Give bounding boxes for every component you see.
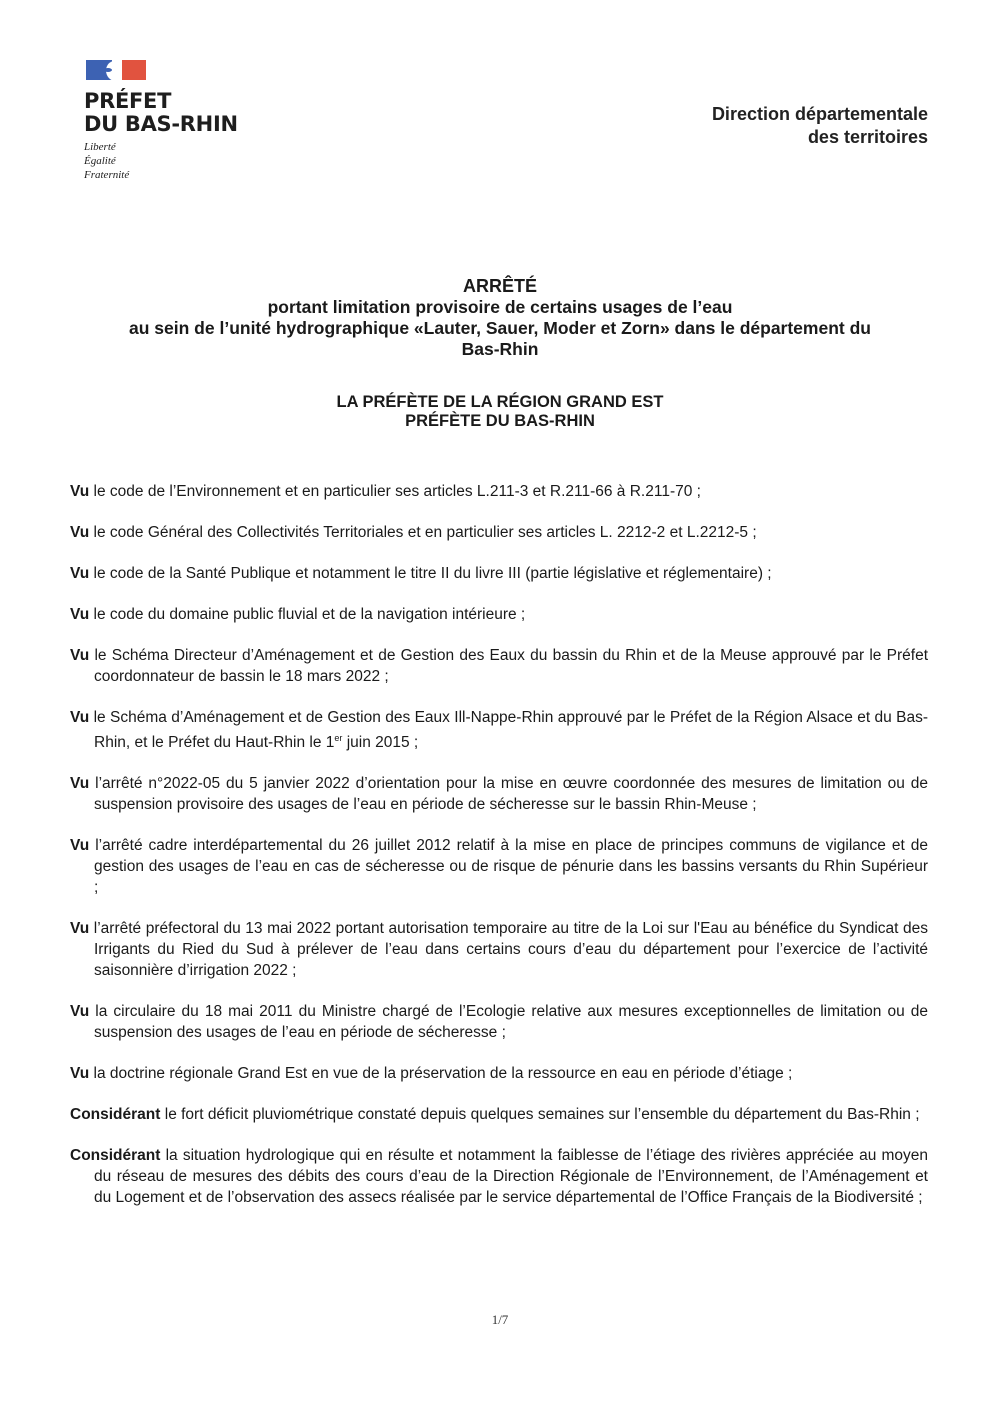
clause-text: l’arrêté n°2022-05 du 5 janvier 2022 d’orientation pour la mise en œuvre coordonnée des mesures de limitation ou de suspension provisoire des usages de l’eau en période de sécheresse sur le bassin Rhin-Meuse ; — [89, 775, 928, 814]
clause-text: le fort déficit pluviométrique constaté depuis quelques semaines sur l’ensemble du département du Bas-Rhin ; — [160, 1106, 920, 1124]
motto-liberte: Liberté — [84, 141, 116, 153]
clause-text: l’arrêté préfectoral du 13 mai 2022 portant autorisation temporaire au titre de la Loi sur l'Eau au bénéfice du Syndicat des Irrigants du Ried du Sud à prélever de l’eau dans certains cours d’eau du département pour l’exercice de l’activité saisonnière d’irrigation 2022 ; — [89, 920, 928, 980]
clause-lead: Vu — [70, 606, 90, 623]
title-heading: ARRÊTÉ — [462, 276, 537, 296]
clause-lead: Vu — [70, 524, 90, 541]
republic-motto — [84, 140, 238, 182]
marianne-flag-icon — [84, 60, 146, 82]
vu-clause — [70, 835, 928, 898]
clause-lead: Vu — [70, 1065, 90, 1083]
motto-egalite: Égalité — [84, 155, 116, 167]
vu-clause — [70, 918, 928, 981]
document-title — [60, 276, 940, 360]
authority-line-2: DU BAS-RHIN — [84, 112, 238, 136]
clause-lead: Vu — [70, 920, 90, 938]
title-line-1: portant limitation provisoire de certains usages de l’eau — [267, 297, 733, 317]
clause-text: le code de la Santé Publique et notamment le titre II du livre III (partie législative et réglementaire) ; — [89, 565, 772, 582]
clause-lead: Vu — [70, 565, 90, 582]
clause-lead: Vu — [70, 483, 90, 500]
department-header — [712, 103, 928, 149]
vu-clause — [70, 645, 928, 687]
issuing-authority-line-1: LA PRÉFÈTE DE LA RÉGION GRAND EST — [336, 393, 664, 411]
clause-lead: Vu — [70, 837, 90, 855]
clause-text: le code de l’Environnement et en particulier ses articles L.211-3 et R.211-66 à R.211-70 ; — [89, 483, 701, 500]
title-line-2: au sein de l’unité hydrographique «Lauter, Sauer, Moder et Zorn» dans le département du — [129, 318, 871, 338]
clause-text: le code Général des Collectivités Territoriales et en particulier ses articles L. 2212-2 et L.2212-5 ; — [89, 524, 757, 541]
vu-clause — [70, 1063, 928, 1084]
vu-clause — [70, 1001, 928, 1043]
vu-clause — [70, 773, 928, 815]
motto-fraternite: Fraternité — [84, 169, 130, 181]
clause-lead: Vu — [70, 709, 90, 726]
clause-text: la situation hydrologique qui en résulte et notamment la faiblesse de l’étiage des rivières appréciée au moyen du réseau de mesures des débits des cours d’eau de la Direction Régionale de l’Environnement, de l’Aménagement et du Logement et de l’observation des assecs réalisée par le service départemental de l’Office Français de la Biodiversité ; — [94, 1147, 928, 1207]
authority-name — [84, 90, 238, 136]
page-number: 1/7 — [491, 1312, 509, 1327]
vu-clause — [70, 707, 928, 753]
clause-text: le Schéma Directeur d’Aménagement et de Gestion des Eaux du bassin du Rhin et de la Meuse approuvé par le Préfet coordonnateur de bassin le 18 mars 2022 ; — [89, 647, 928, 685]
considerant-clause — [70, 1145, 928, 1208]
department-line-1: Direction départementale — [711, 104, 928, 124]
clause-lead: Vu — [70, 1003, 90, 1021]
vu-clause — [70, 563, 928, 584]
clause-text: la circulaire du 18 mai 2011 du Ministre chargé de l’Ecologie relative aux mesures exceptionnelles de limitation ou de suspension des usages de l’eau en période de sécheresse ; — [89, 1003, 928, 1042]
vu-clause — [70, 481, 928, 502]
clause-text-tail: juin 2015 ; — [342, 734, 419, 752]
clause-lead: Vu — [70, 775, 90, 793]
department-line-2: des territoires — [807, 127, 928, 147]
clause-lead: Considérant — [70, 1106, 161, 1124]
clause-text: le Schéma d’Aménagement et de Gestion des Eaux Ill-Nappe-Rhin approuvé par le Préfet de la Région Alsace et du Bas-Rhin, et le Préfet du Haut-Rhin le 1 — [89, 709, 928, 752]
document-body — [70, 481, 928, 1228]
authority-line-1: PRÉFET — [84, 89, 172, 113]
title-line-3: Bas-Rhin — [461, 339, 539, 359]
clause-text: la doctrine régionale Grand Est en vue de la préservation de la ressource en eau en période d’étiage ; — [89, 1065, 793, 1083]
prefecture-logo — [84, 60, 238, 182]
vu-clause — [70, 604, 928, 625]
clause-text: l’arrêté cadre interdépartemental du 26 juillet 2012 relatif à la mise en place de principes communs de vigilance et de gestion des usages de l’eau en cas de sécheresse ou de risque de pénurie dans les bassins versants du Rhin Supérieur ; — [89, 837, 928, 897]
vu-clause — [70, 522, 928, 543]
clause-text: le code du domaine public fluvial et de la navigation intérieure ; — [89, 606, 526, 623]
issuing-authority — [60, 393, 940, 431]
considerant-clause — [70, 1104, 928, 1125]
clause-lead: Considérant — [70, 1147, 161, 1165]
issuing-authority-line-2: PRÉFÈTE DU BAS-RHIN — [405, 412, 595, 430]
clause-lead: Vu — [70, 647, 90, 664]
clause-superscript: er — [334, 733, 343, 743]
